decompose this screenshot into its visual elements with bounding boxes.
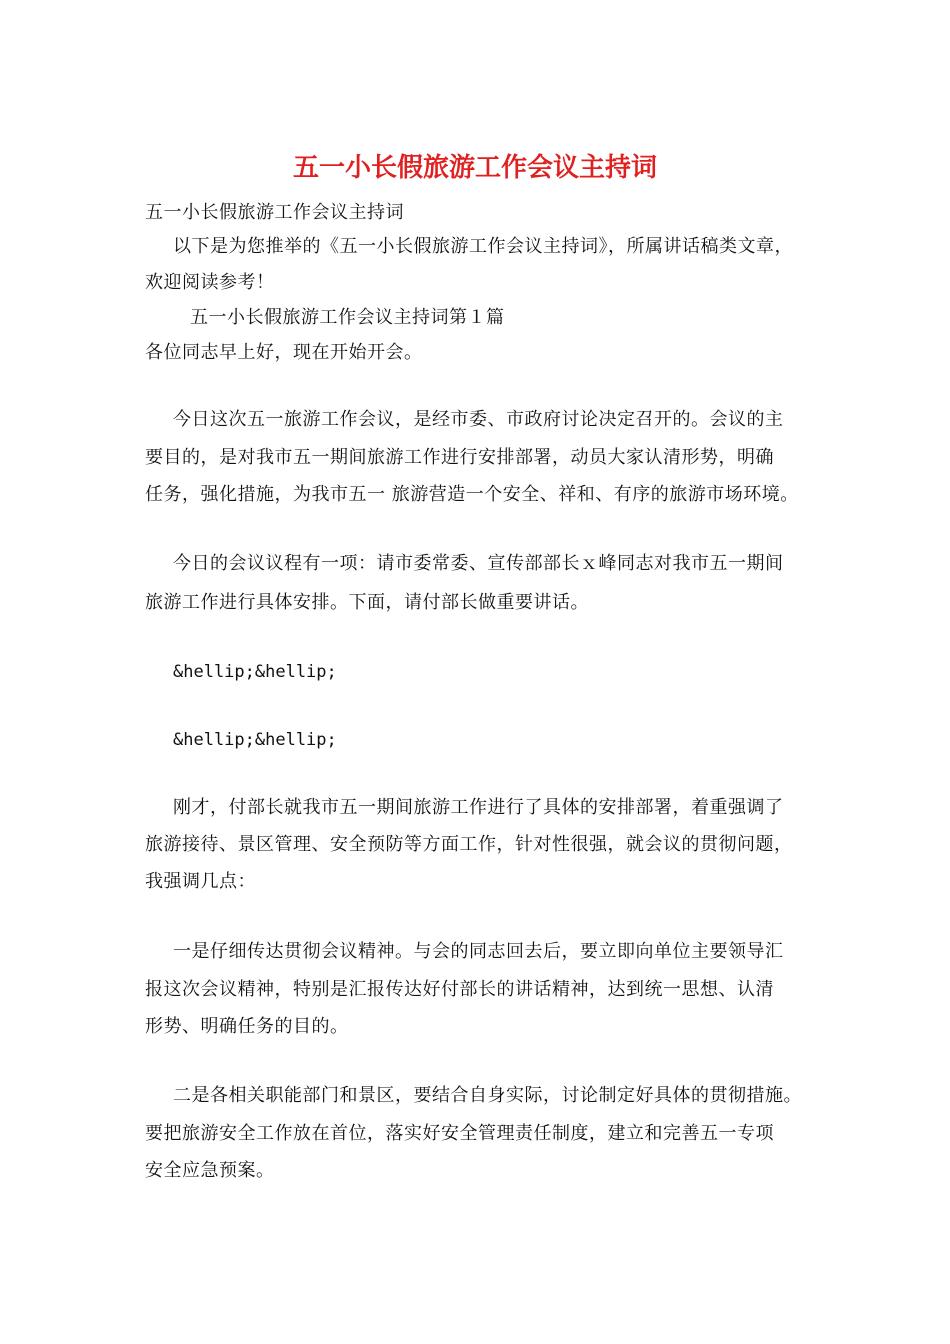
ellipsis-line-2: &hellip;&hellip; — [173, 730, 337, 750]
para4-line-3: 形势、明确任务的目的。 — [145, 1016, 349, 1037]
para1-line-1: 今日这次五一旅游工作会议，是经市委、市政府讨论决定召开的。会议的主 — [173, 409, 784, 430]
para5-line-2: 要把旅游安全工作放在首位，落实好安全管理责任制度，建立和完善五一专项 — [145, 1123, 774, 1144]
para2-line-1: 今日的会议议程有一项：请市委常委、宣传部部长ｘ峰同志对我市五一期间 — [173, 553, 784, 574]
para5-line-3: 安全应急预案。 — [145, 1160, 275, 1181]
para3-line-3: 我强调几点： — [145, 871, 256, 892]
intro-line-2: 欢迎阅读参考！ — [145, 272, 275, 293]
para3-line-2: 旅游接待、景区管理、安全预防等方面工作，针对性很强，就会议的贯彻问题， — [145, 834, 793, 855]
document-title: 五一小长假旅游工作会议主持词 — [292, 153, 657, 183]
para5-line-1: 二是各相关职能部门和景区，要结合自身实际，讨论制定好具体的贯彻措施。 — [173, 1085, 802, 1106]
para4-line-1: 一是仔细传达贯彻会议精神。与会的同志回去后，要立即向单位主要领导汇 — [173, 941, 784, 962]
greeting: 各位同志早上好，现在开始开会。 — [145, 342, 423, 363]
ellipsis-line-1: &hellip;&hellip; — [173, 662, 337, 682]
para4-line-2: 报这次会议精神，特别是汇报传达好付部长的讲话精神，达到统一思想、认清 — [145, 979, 774, 1000]
para1-line-3: 任务，强化措施，为我市五一 旅游营造一个安全、祥和、有序的旅游市场环境。 — [145, 484, 799, 505]
para2-line-2: 旅游工作进行具体安排。下面，请付部长做重要讲话。 — [145, 592, 589, 613]
para1-line-2: 要目的，是对我市五一期间旅游工作进行安排部署，动员大家认清形势，明确 — [145, 447, 774, 468]
intro-line-1: 以下是为您推举的《五一小长假旅游工作会议主持词》，所属讲话稿类文章， — [173, 236, 793, 257]
document-subtitle: 五一小长假旅游工作会议主持词 — [145, 202, 404, 223]
para3-line-1: 刚才，付部长就我市五一期间旅游工作进行了具体的安排部署，着重强调了 — [173, 797, 784, 818]
section-heading: 五一小长假旅游工作会议主持词第１篇 — [190, 307, 505, 328]
